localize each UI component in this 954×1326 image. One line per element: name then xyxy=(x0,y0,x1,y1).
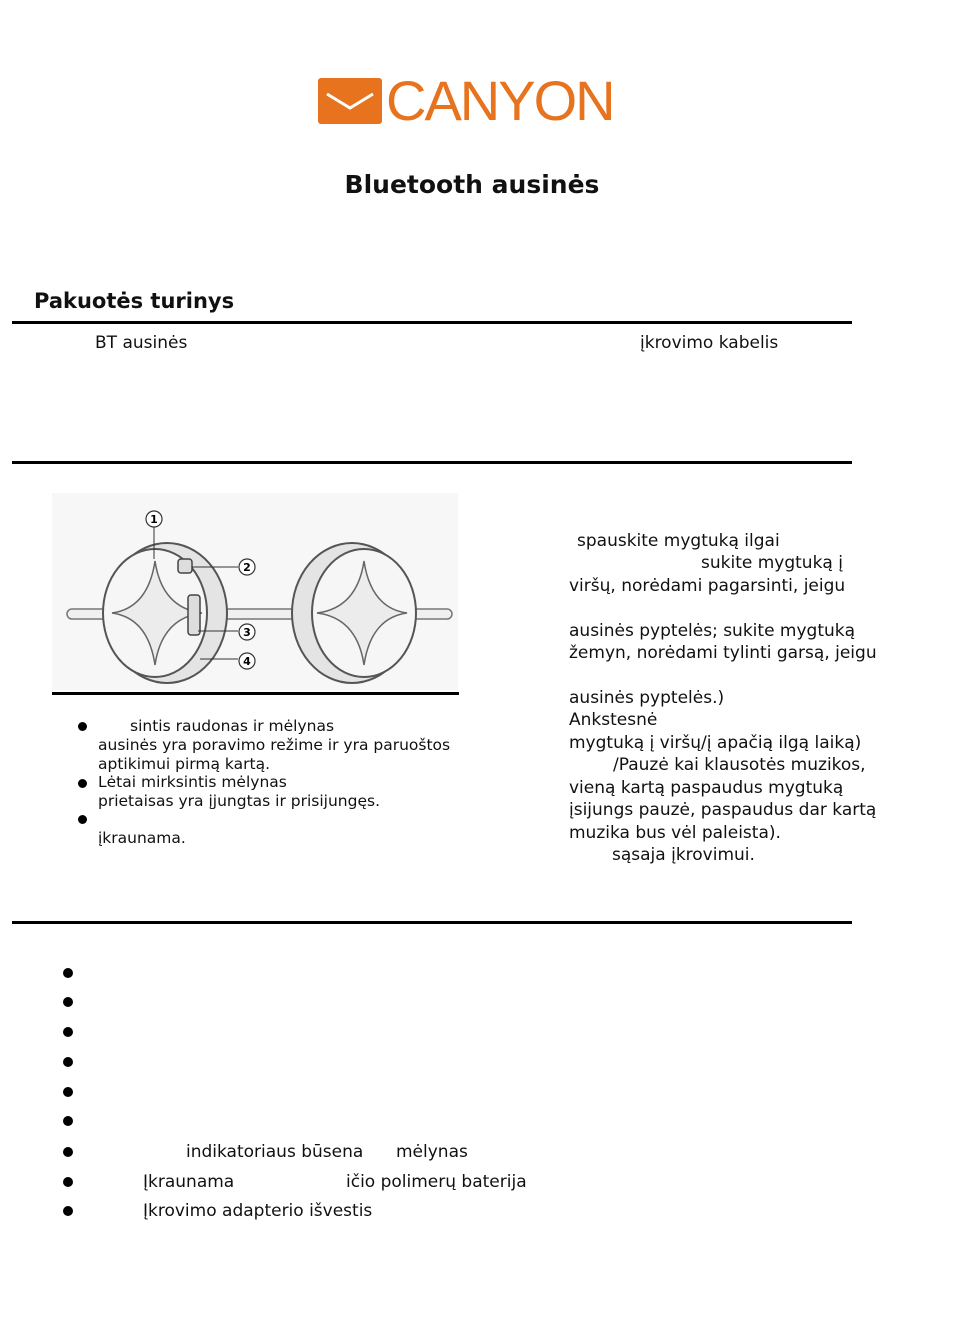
instruction-line: ausinės pyptelės; sukite mygtuką xyxy=(569,621,856,641)
spec-bullet xyxy=(63,968,73,978)
spec-bullet xyxy=(63,1147,73,1157)
section-divider xyxy=(12,321,852,324)
spec-bullet xyxy=(63,1206,73,1216)
headphones-drawing xyxy=(52,493,458,690)
spec-label: indikatoriaus būsena xyxy=(186,1142,364,1162)
canyon-logo xyxy=(318,69,650,132)
instruction-line: Ankstesnė xyxy=(569,710,658,730)
indicator-line: sintis raudonas ir mėlynas xyxy=(130,717,335,735)
indicator-line: Lėtai mirksintis mėlynas xyxy=(98,773,287,791)
list-bullet xyxy=(78,779,87,788)
spec-bullet xyxy=(63,1177,73,1187)
list-bullet xyxy=(78,815,87,824)
indicator-line: ausinės yra poravimo režime ir yra paruoštos xyxy=(98,736,451,754)
instruction-line: žemyn, norėdami tylinti garsą, jeigu xyxy=(569,643,877,663)
spec-bullet xyxy=(63,1087,73,1097)
spec-value: mėlynas xyxy=(396,1142,468,1162)
callout-4: 4 xyxy=(243,655,251,668)
instruction-line: sąsaja įkrovimui. xyxy=(612,845,755,865)
indicator-line: aptikimui pirmą kartą. xyxy=(98,755,271,773)
package-item-cable: įkrovimo kabelis xyxy=(640,333,779,353)
spec-value: ičio polimerų baterija xyxy=(346,1172,527,1192)
instruction-line: viršų, norėdami pagarsinti, jeigu xyxy=(569,576,846,596)
section-divider xyxy=(12,921,852,924)
envelope-icon xyxy=(318,78,382,124)
spec-bullet xyxy=(63,997,73,1007)
instruction-line: muzika bus vėl paleista). xyxy=(569,823,781,843)
section-divider xyxy=(12,461,852,464)
callout-1: 1 xyxy=(150,513,158,526)
instruction-line: sukite mygtuką į xyxy=(701,553,843,573)
callout-3: 3 xyxy=(243,626,251,639)
instruction-line: įsijungs pauzė, paspaudus dar kartą xyxy=(569,800,877,820)
spec-bullet xyxy=(63,1116,73,1126)
package-item-headphones: BT ausinės xyxy=(95,333,188,353)
indicator-line: prietaisas yra įjungtas ir prisijungęs. xyxy=(98,792,380,810)
spec-label: Įkrovimo adapterio išvestis xyxy=(143,1201,373,1221)
headphones-diagram xyxy=(52,493,458,690)
callout-2: 2 xyxy=(243,561,251,574)
spec-label: Įkraunama xyxy=(143,1172,235,1192)
spec-bullet xyxy=(63,1027,73,1037)
indicator-line: įkraunama. xyxy=(98,829,186,847)
package-heading: Pakuotės turinys xyxy=(34,289,235,313)
logo-wordmark: CANYON xyxy=(386,69,614,132)
instruction-line: /Pauzė kai klausotės muzikos, xyxy=(613,755,866,775)
figure-divider xyxy=(52,692,459,695)
page-title: Bluetooth ausinės xyxy=(344,170,600,199)
instruction-line: vieną kartą paspaudus mygtuką xyxy=(569,778,844,798)
list-bullet xyxy=(78,722,87,731)
spec-bullet xyxy=(63,1057,73,1067)
instruction-line: ausinės pyptelės.) xyxy=(569,688,725,708)
instruction-line: spauskite mygtuką ilgai xyxy=(577,531,780,551)
instruction-line: mygtuką į viršų/į apačią ilgą laiką) xyxy=(569,733,862,753)
